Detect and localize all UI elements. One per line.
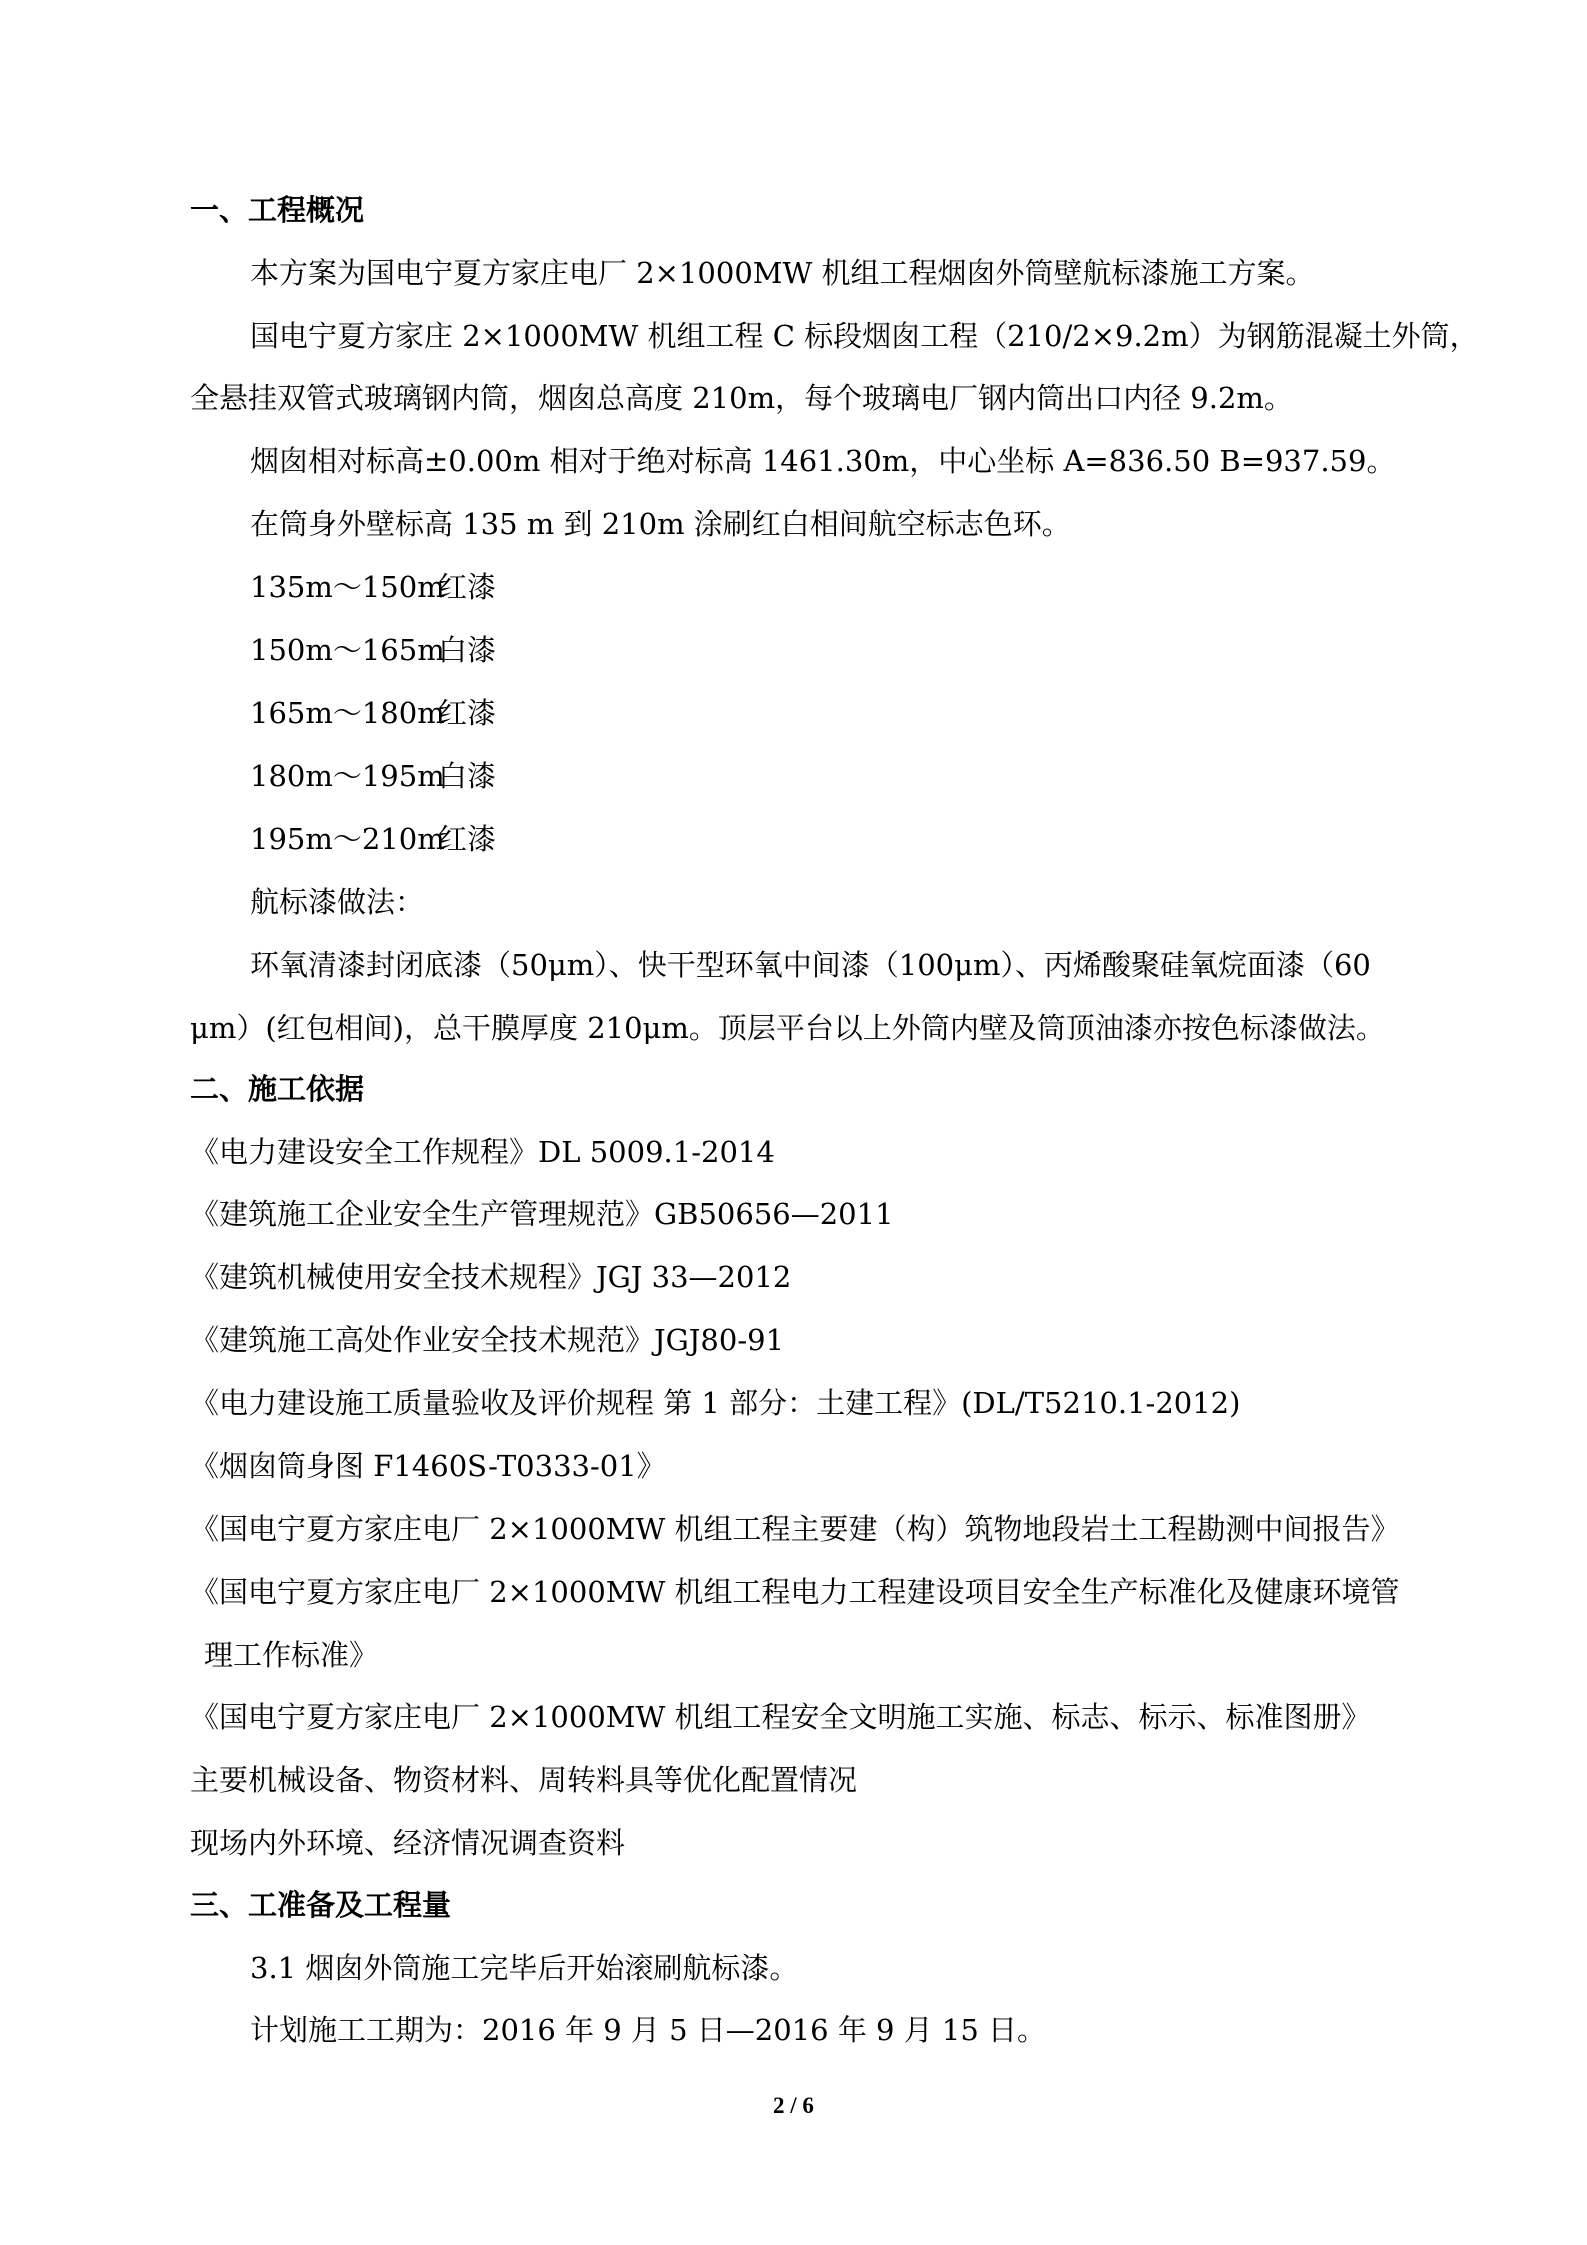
reference-item: 《建筑施工企业安全生产管理规范》GB50656—2011 bbox=[190, 1197, 894, 1231]
band-range: 180m～195m bbox=[250, 759, 445, 793]
reference-item: 现场内外环境、经济情况调查资料 bbox=[190, 1826, 626, 1860]
reference-item: 《国电宁夏方家庄电厂 2×1000MW 机组工程主要建（构）筑物地段岩土工程勘测中间报告》 bbox=[190, 1512, 1400, 1546]
color-band-row bbox=[250, 570, 497, 604]
band-range: 150m～165m bbox=[250, 633, 445, 667]
reference-item: 《国电宁夏方家庄电厂 2×1000MW 机组工程安全文明施工实施、标志、标示、标准图册》 bbox=[190, 1700, 1371, 1734]
paragraph: 环氧清漆封闭底漆（50μm）、快干型环氧中间漆（100μm）、丙烯酸聚硅氧烷面漆（60 bbox=[250, 948, 1371, 982]
page-number: 2 / 6 bbox=[773, 2093, 814, 2118]
paragraph: 国电宁夏方家庄 2×1000MW 机组工程 C 标段烟囱工程（210/2×9.2m）为钢筋混凝土外筒， bbox=[250, 319, 1479, 353]
paragraph: 烟囱相对标高±0.00m 相对于绝对标高 1461.30m，中心坐标 A=836.50 B=937.59。 bbox=[250, 444, 1396, 478]
section-heading-preparation: 三、工准备及工程量 bbox=[190, 1888, 452, 1922]
paragraph-continuation: 全悬挂双管式玻璃钢内筒，烟囱总高度 210m，每个玻璃电厂钢内筒出口内径 9.2m。 bbox=[190, 381, 1293, 415]
section-heading-basis: 二、施工依据 bbox=[190, 1072, 365, 1106]
paragraph: 在筒身外壁标高 135 m 到 210m 涂刷红白相间航空标志色环。 bbox=[250, 507, 1071, 541]
color-band-row bbox=[250, 822, 497, 856]
method-label: 航标漆做法： bbox=[250, 885, 425, 919]
reference-item: 《电力建设施工质量验收及评价规程 第 1 部分：土建工程》(DL/T5210.1-2012) bbox=[190, 1386, 1241, 1420]
band-color: 白漆 bbox=[438, 759, 497, 793]
paragraph: 本方案为国电宁夏方家庄电厂 2×1000MW 机组工程烟囱外筒壁航标漆施工方案。 bbox=[250, 256, 1315, 290]
color-band-row bbox=[250, 633, 497, 667]
reference-item: 《建筑施工高处作业安全技术规范》JGJ80-91 bbox=[190, 1323, 785, 1357]
paragraph: 计划施工工期为：2016 年 9 月 5 日—2016 年 9 月 15 日。 bbox=[250, 2013, 1047, 2047]
color-band-row bbox=[250, 759, 497, 793]
section-heading-overview: 一、工程概况 bbox=[190, 193, 365, 227]
reference-item: 主要机械设备、物资材料、周转料具等优化配置情况 bbox=[190, 1763, 858, 1797]
band-color: 红漆 bbox=[438, 822, 497, 856]
reference-item: 《国电宁夏方家庄电厂 2×1000MW 机组工程电力工程建设项目安全生产标准化及健康环境管 bbox=[190, 1575, 1400, 1609]
band-range: 195m～210m bbox=[250, 822, 445, 856]
reference-item: 《电力建设安全工作规程》DL 5009.1-2014 bbox=[190, 1135, 775, 1169]
band-color: 白漆 bbox=[438, 633, 497, 667]
band-color: 红漆 bbox=[438, 696, 497, 730]
paragraph-continuation: μm）(红包相间)，总干膜厚度 210μm。顶层平台以上外筒内壁及筒顶油漆亦按色标漆做法。 bbox=[190, 1011, 1385, 1045]
band-range: 135m～150m bbox=[250, 570, 445, 604]
color-band-row bbox=[250, 696, 497, 730]
paragraph: 3.1 烟囱外筒施工完毕后开始滚刷航标漆。 bbox=[250, 1951, 799, 1985]
band-range: 165m～180m bbox=[250, 696, 445, 730]
reference-item-continuation: 理工作标准》 bbox=[204, 1638, 379, 1672]
reference-item: 《建筑机械使用安全技术规程》JGJ 33—2012 bbox=[190, 1260, 792, 1294]
reference-item: 《烟囱筒身图 F1460S-T0333-01》 bbox=[190, 1449, 666, 1483]
band-color: 红漆 bbox=[438, 570, 497, 604]
